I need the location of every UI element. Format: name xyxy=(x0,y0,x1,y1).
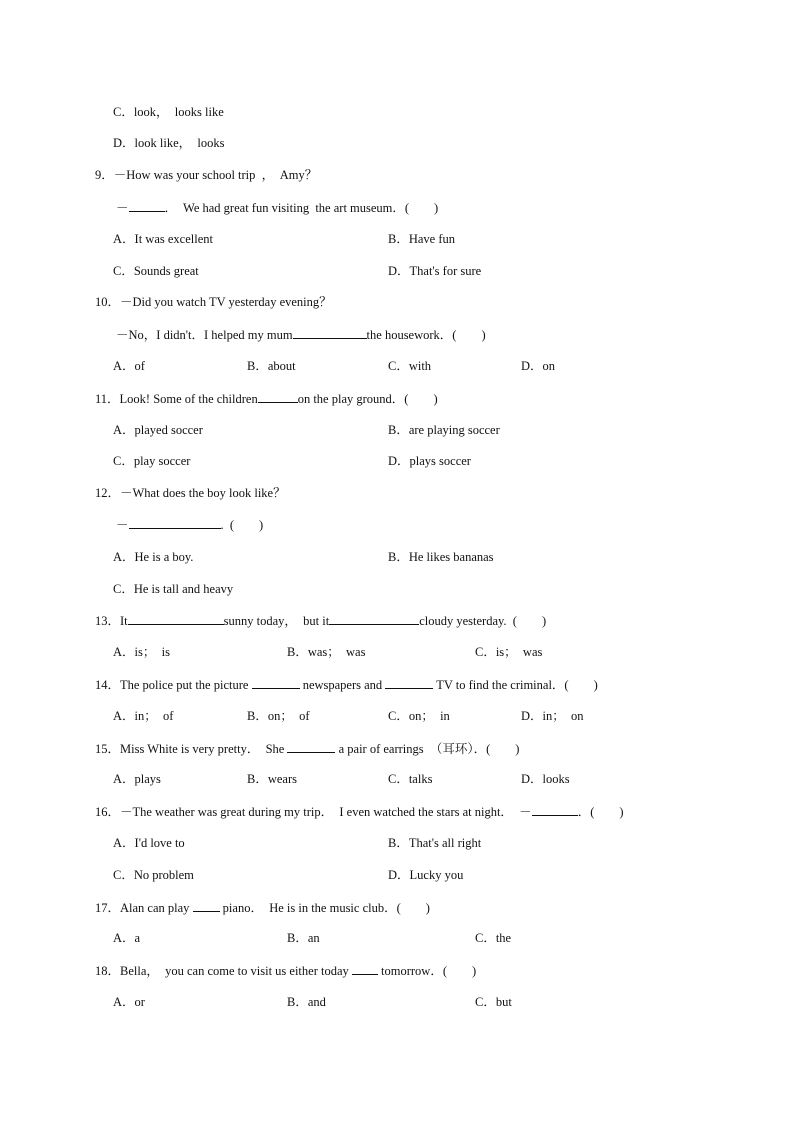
question-15-option-c[interactable]: C．talks xyxy=(388,772,433,786)
question-18-stem xyxy=(95,962,476,979)
question-12-option-c[interactable]: C．He is tall and heavy xyxy=(113,582,234,596)
question-12-option-a[interactable]: A．He is a boy. xyxy=(113,550,194,564)
question-14-option-c[interactable]: C．on； in xyxy=(388,709,450,723)
question-9-reply xyxy=(116,199,438,216)
option-c[interactable]: C．look， looks like xyxy=(113,105,224,119)
reply-suffix: ． We had great fun visiting the art museum．( ) xyxy=(164,201,439,215)
answer-blank[interactable] xyxy=(352,962,378,975)
question-10-stem: 10．－Did you watch TV yesterday evening？ xyxy=(95,295,332,309)
answer-blank[interactable] xyxy=(258,390,298,403)
option-d[interactable]: D．look like， looks xyxy=(113,136,225,150)
question-9-option-a[interactable]: A．It was excellent xyxy=(113,232,213,246)
stem-part: 15．Miss White is very pretty． She xyxy=(95,742,288,756)
question-15-option-d[interactable]: D．looks xyxy=(521,772,570,786)
question-11-option-a[interactable]: A．played soccer xyxy=(113,423,203,437)
question-15-option-a[interactable]: A．plays xyxy=(113,772,161,786)
reply-prefix: －No，I didn't．I helped my mum xyxy=(116,328,293,342)
question-14-stem xyxy=(95,676,598,693)
question-14-option-a[interactable]: A．in； of xyxy=(113,709,174,723)
question-10-reply xyxy=(116,326,486,343)
question-14-option-d[interactable]: D．in； on xyxy=(521,709,584,723)
question-15-stem xyxy=(95,740,519,757)
stem-part: on the play ground．( ) xyxy=(297,392,438,406)
stem-part: 11．Look! Some of the children xyxy=(95,392,258,406)
answer-blank[interactable] xyxy=(252,676,300,689)
question-14-option-b[interactable]: B．on； of xyxy=(247,709,310,723)
answer-blank[interactable] xyxy=(532,803,578,816)
question-11-option-c[interactable]: C．play soccer xyxy=(113,454,191,468)
question-10-option-a[interactable]: A．of xyxy=(113,359,145,373)
question-10-option-d[interactable]: D．on xyxy=(521,359,556,373)
question-9-option-d[interactable]: D．That's for sure xyxy=(388,264,482,278)
question-16-option-a[interactable]: A．I'd love to xyxy=(113,836,185,850)
question-16-stem xyxy=(95,803,624,820)
reply-suffix: . ( ) xyxy=(220,518,264,532)
question-17-option-a[interactable]: A．a xyxy=(113,931,141,945)
question-12-reply xyxy=(116,516,263,533)
question-13-option-a[interactable]: A．is； is xyxy=(113,645,170,659)
question-11-stem xyxy=(95,390,438,407)
answer-blank[interactable] xyxy=(293,326,367,339)
stem-part: 14．The police put the picture xyxy=(95,678,252,692)
question-9-option-b[interactable]: B．Have fun xyxy=(388,232,455,246)
stem-part: piano． He is in the music club．( ) xyxy=(219,901,430,915)
question-11-option-b[interactable]: B．are playing soccer xyxy=(388,423,500,437)
answer-blank[interactable] xyxy=(129,516,221,529)
question-12-stem: 12．－What does the boy look like？ xyxy=(95,486,286,500)
stem-part: 13．It xyxy=(95,614,128,628)
question-18-option-a[interactable]: A．or xyxy=(113,995,145,1009)
question-9-stem: 9．－How was your school trip ， Amy？ xyxy=(95,168,318,182)
question-13-option-c[interactable]: C．is； was xyxy=(475,645,543,659)
stem-part: cloudy yesterday. ( ) xyxy=(419,614,547,628)
answer-blank[interactable] xyxy=(385,676,433,689)
question-10-option-b[interactable]: B．about xyxy=(247,359,296,373)
stem-part: 16．－The weather was great during my trip． I even watched the stars at night． － xyxy=(95,805,532,819)
stem-part: 17．Alan can play xyxy=(95,901,193,915)
question-17-option-b[interactable]: B．an xyxy=(287,931,320,945)
question-17-stem xyxy=(95,899,430,916)
answer-blank[interactable] xyxy=(287,740,335,753)
question-12-option-b[interactable]: B．He likes bananas xyxy=(388,550,494,564)
reply-suffix: the housework．( ) xyxy=(366,328,486,342)
answer-blank[interactable] xyxy=(128,612,224,625)
reply-prefix: － xyxy=(116,201,129,215)
question-16-option-d[interactable]: D．Lucky you xyxy=(388,868,464,882)
question-10-option-c[interactable]: C．with xyxy=(388,359,432,373)
answer-blank[interactable] xyxy=(129,199,165,212)
stem-part: 18．Bella， you can come to visit us either today xyxy=(95,964,352,978)
question-17-option-c[interactable]: C．the xyxy=(475,931,512,945)
stem-part: newspapers and xyxy=(299,678,386,692)
stem-part: sunny today， but it xyxy=(223,614,330,628)
stem-part: tomorrow．( ) xyxy=(377,964,477,978)
answer-blank[interactable] xyxy=(329,612,419,625)
stem-part: TV to find the criminal．( ) xyxy=(433,678,598,692)
reply-prefix: － xyxy=(116,518,129,532)
question-9-option-c[interactable]: C．Sounds great xyxy=(113,264,199,278)
question-13-option-b[interactable]: B．was； was xyxy=(287,645,366,659)
question-18-option-b[interactable]: B．and xyxy=(287,995,326,1009)
answer-blank[interactable] xyxy=(193,899,220,912)
question-18-option-c[interactable]: C．but xyxy=(475,995,512,1009)
question-13-stem xyxy=(95,612,546,629)
question-15-option-b[interactable]: B．wears xyxy=(247,772,297,786)
question-16-option-c[interactable]: C．No problem xyxy=(113,868,194,882)
question-11-option-d[interactable]: D．plays soccer xyxy=(388,454,471,468)
stem-part: a pair of earrings （耳环）．( ) xyxy=(335,742,520,756)
question-16-option-b[interactable]: B．That's all right xyxy=(388,836,482,850)
stem-part: ．( ) xyxy=(577,805,624,819)
